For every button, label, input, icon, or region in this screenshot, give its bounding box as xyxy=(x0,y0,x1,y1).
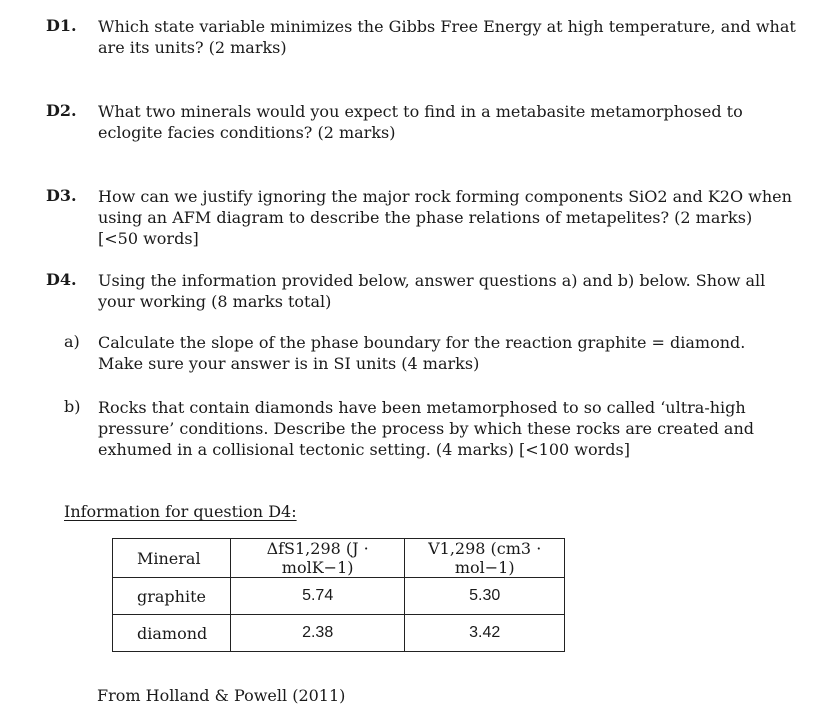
question-text: Which state variable minimizes the Gibbs Free Energy at high temperature, and what are its units? (2 marks) xyxy=(98,17,796,57)
question-number: D1. xyxy=(46,16,77,35)
question-number: D3. xyxy=(46,186,77,205)
cell-volume: 5.30 xyxy=(405,578,565,615)
subquestion-text: Calculate the slope of the phase boundary for the reaction graphite = diamond. Make sure your answer is in SI units (4 marks) xyxy=(98,333,746,373)
info-title: Information for question D4: xyxy=(64,502,297,521)
question-number: D4. xyxy=(46,270,77,289)
header-entropy: ΔfS1,298 (J · molK−1) xyxy=(230,539,404,578)
mineral-data-table xyxy=(112,538,565,652)
table-header-row xyxy=(113,539,565,578)
question-d4 xyxy=(46,270,796,312)
cell-mineral: graphite xyxy=(113,578,231,615)
cell-entropy: 5.74 xyxy=(230,578,404,615)
subquestion-text: Rocks that contain diamonds have been metamorphosed to so called ‘ultra-high pressure’ conditions. Describe the process by which these rocks are created and exhumed in a collisional tectonic setting. (4 marks) [<100 words] xyxy=(98,398,754,459)
header-mineral: Mineral xyxy=(113,539,231,578)
question-text: What two minerals would you expect to find in a metabasite metamorphosed to eclogite facies conditions? (2 marks) xyxy=(98,102,743,142)
question-text: Using the information provided below, answer questions a) and b) below. Show all your working (8 marks total) xyxy=(98,271,766,311)
cell-entropy: 2.38 xyxy=(230,615,404,652)
cell-mineral: diamond xyxy=(113,615,231,652)
subquestion-label: b) xyxy=(64,397,81,416)
table-row xyxy=(113,578,565,615)
question-number: D2. xyxy=(46,101,77,120)
subquestion-b xyxy=(64,397,794,460)
question-d2 xyxy=(46,101,796,143)
question-d3 xyxy=(46,186,796,249)
header-volume: V1,298 (cm3 · mol−1) xyxy=(405,539,565,578)
subquestion-label: a) xyxy=(64,332,80,351)
question-d1 xyxy=(46,16,796,58)
table-row xyxy=(113,615,565,652)
source-citation: From Holland & Powell (2011) xyxy=(97,686,346,705)
question-text: How can we justify ignoring the major rock forming components SiO2 and K2O when using an AFM diagram to describe the phase relations of metapelites? (2 marks) [<50 words] xyxy=(98,187,792,248)
cell-volume: 3.42 xyxy=(405,615,565,652)
subquestion-a xyxy=(64,332,794,374)
